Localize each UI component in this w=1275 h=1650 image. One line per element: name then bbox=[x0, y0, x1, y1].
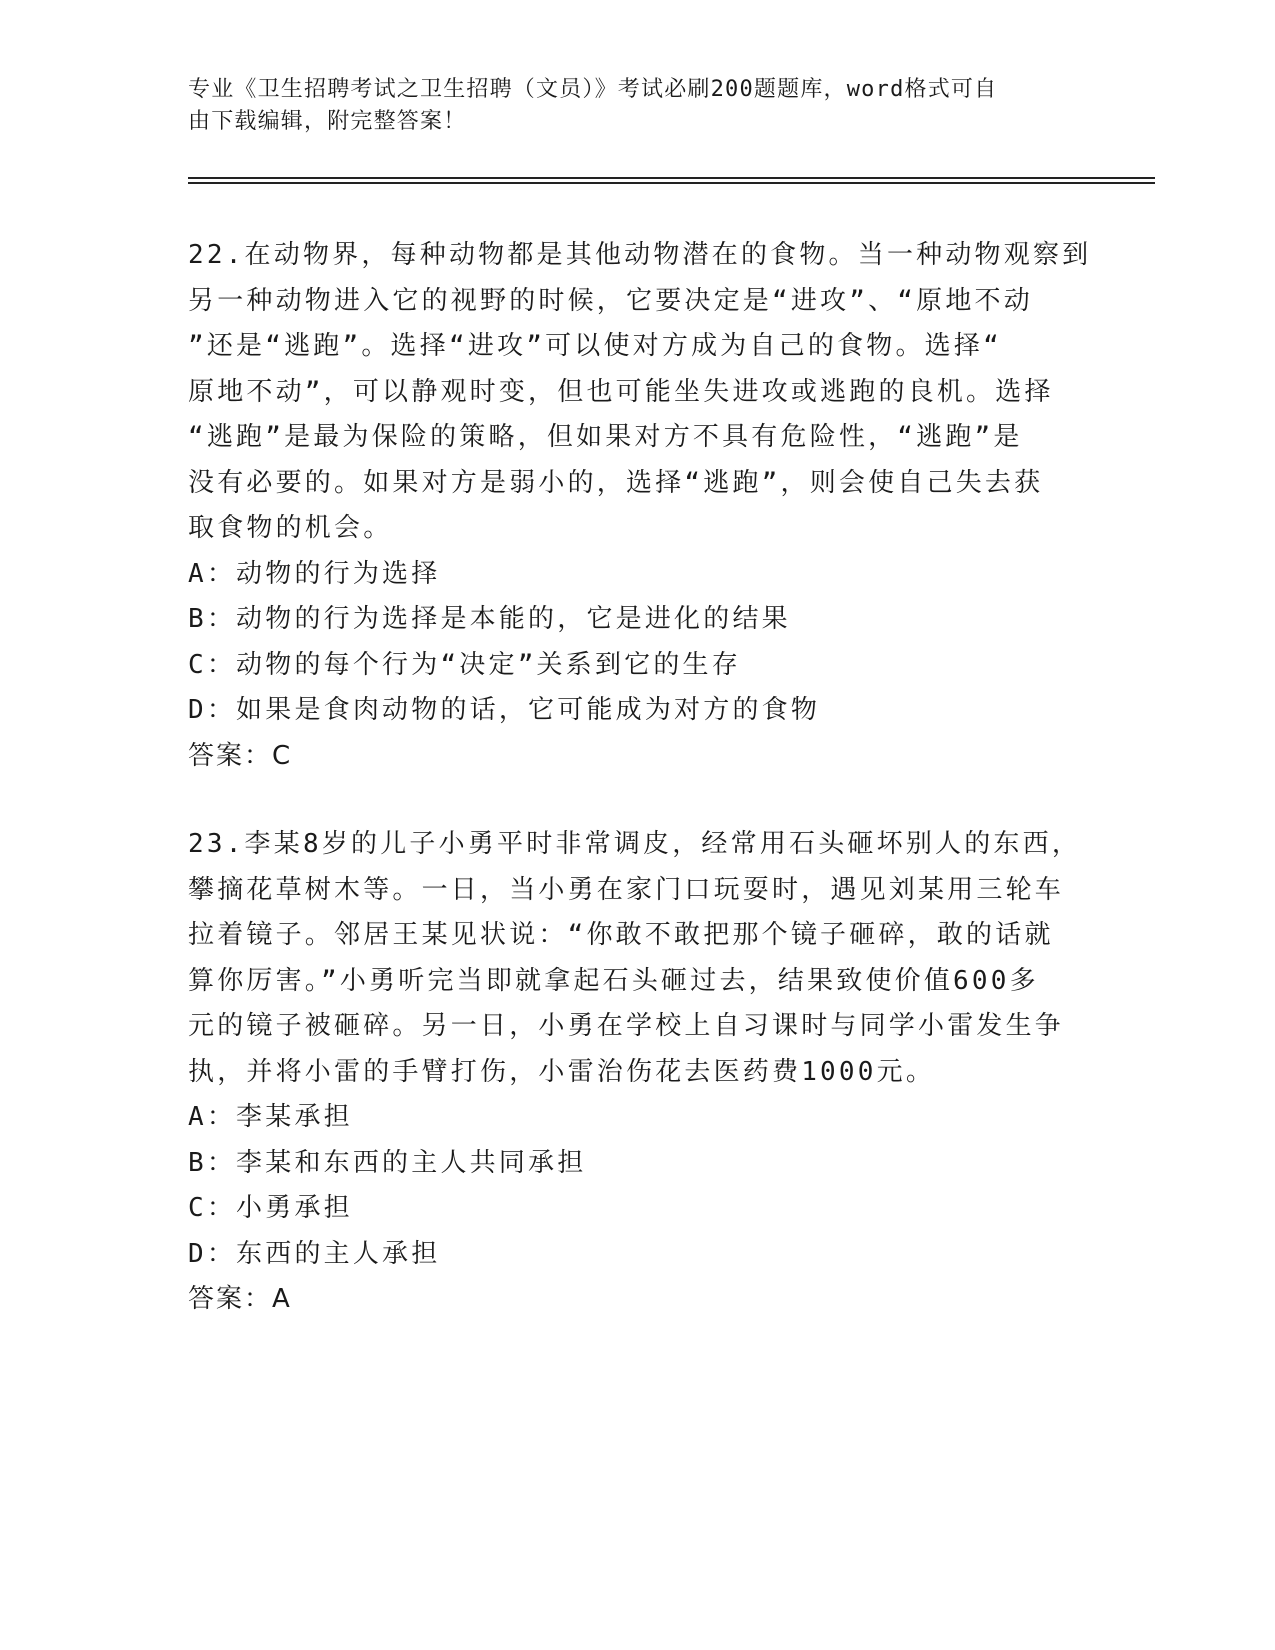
option-d: D：如果是食肉动物的话，它可能成为对方的食物 bbox=[188, 695, 821, 725]
answer-line bbox=[188, 734, 1068, 780]
question-text-line: 算你厉害。”小勇听完当即就拿起石头砸过去，结果致使价值600多 bbox=[188, 965, 1039, 996]
question-text-line: 攀摘花草树木等。一日，当小勇在家门口玩耍时，遇见刘某用三轮车 bbox=[188, 874, 1065, 905]
header-rule-bottom bbox=[188, 182, 1155, 184]
document-header bbox=[188, 74, 1068, 138]
question-text-line: ”还是“逃跑”。选择“进攻”可以使对方成为自己的食物。选择“ bbox=[188, 331, 1002, 361]
option-b: B：李某和东西的主人共同承担 bbox=[188, 1147, 587, 1178]
answer-label: 答案： bbox=[188, 1284, 273, 1314]
question-text-line: 原地不动”，可以静观时变，但也可能坐失进攻或逃跑的良机。选择 bbox=[188, 376, 1054, 407]
question-text-line: 没有必要的。如果对方是弱小的，选择“逃跑”，则会使自己失去获 bbox=[188, 467, 1044, 498]
header-line: 由下载编辑，附完整答案！ bbox=[188, 109, 467, 134]
option-c: C：小勇承担 bbox=[188, 1193, 353, 1223]
answer-value: C bbox=[272, 740, 293, 771]
question-text-line: 另一种动物进入它的视野的时候，它要决定是“进攻”、“原地不动 bbox=[188, 285, 1033, 316]
answer-label: 答案： bbox=[188, 740, 273, 771]
answer-line bbox=[188, 1277, 1068, 1323]
question-text-line: 执，并将小雷的手臂打伤，小雷治伤花去医药费1000元。 bbox=[188, 1056, 936, 1087]
header-line: 专业《卫生招聘考试之卫生招聘（文员）》考试必刷200题题库，word格式可自 bbox=[188, 77, 998, 102]
header-rule-top bbox=[188, 177, 1155, 179]
question-22 bbox=[188, 233, 1092, 779]
question-text-line: “逃跑”是最为保险的策略，但如果对方不具有危险性，“逃跑”是 bbox=[188, 422, 1023, 452]
option-d: D：东西的主人承担 bbox=[188, 1238, 441, 1269]
question-text-line: 元的镜子被砸碎。另一日，小勇在学校上自习课时与同学小雷发生争 bbox=[188, 1011, 1065, 1041]
question-text-line: 拉着镜子。邻居王某见状说：“你敢不敢把那个镜子砸碎，敢的话就 bbox=[188, 920, 1054, 950]
option-a: A：动物的行为选择 bbox=[188, 558, 441, 589]
question-text-line: 22.在动物界，每种动物都是其他动物潜在的食物。当一种动物观察到 bbox=[188, 240, 1092, 270]
answer-value: A bbox=[272, 1284, 292, 1314]
question-text-line: 取食物的机会。 bbox=[188, 513, 393, 543]
option-a: A：李某承担 bbox=[188, 1102, 353, 1132]
option-c: C：动物的每个行为“决定”关系到它的生存 bbox=[188, 649, 741, 680]
option-b: B：动物的行为选择是本能的，它是进化的结果 bbox=[188, 604, 791, 634]
question-23 bbox=[188, 822, 1082, 1323]
question-text-line: 23.李某8岁的儿子小勇平时非常调皮，经常用石头砸坏别人的东西， bbox=[188, 829, 1082, 859]
